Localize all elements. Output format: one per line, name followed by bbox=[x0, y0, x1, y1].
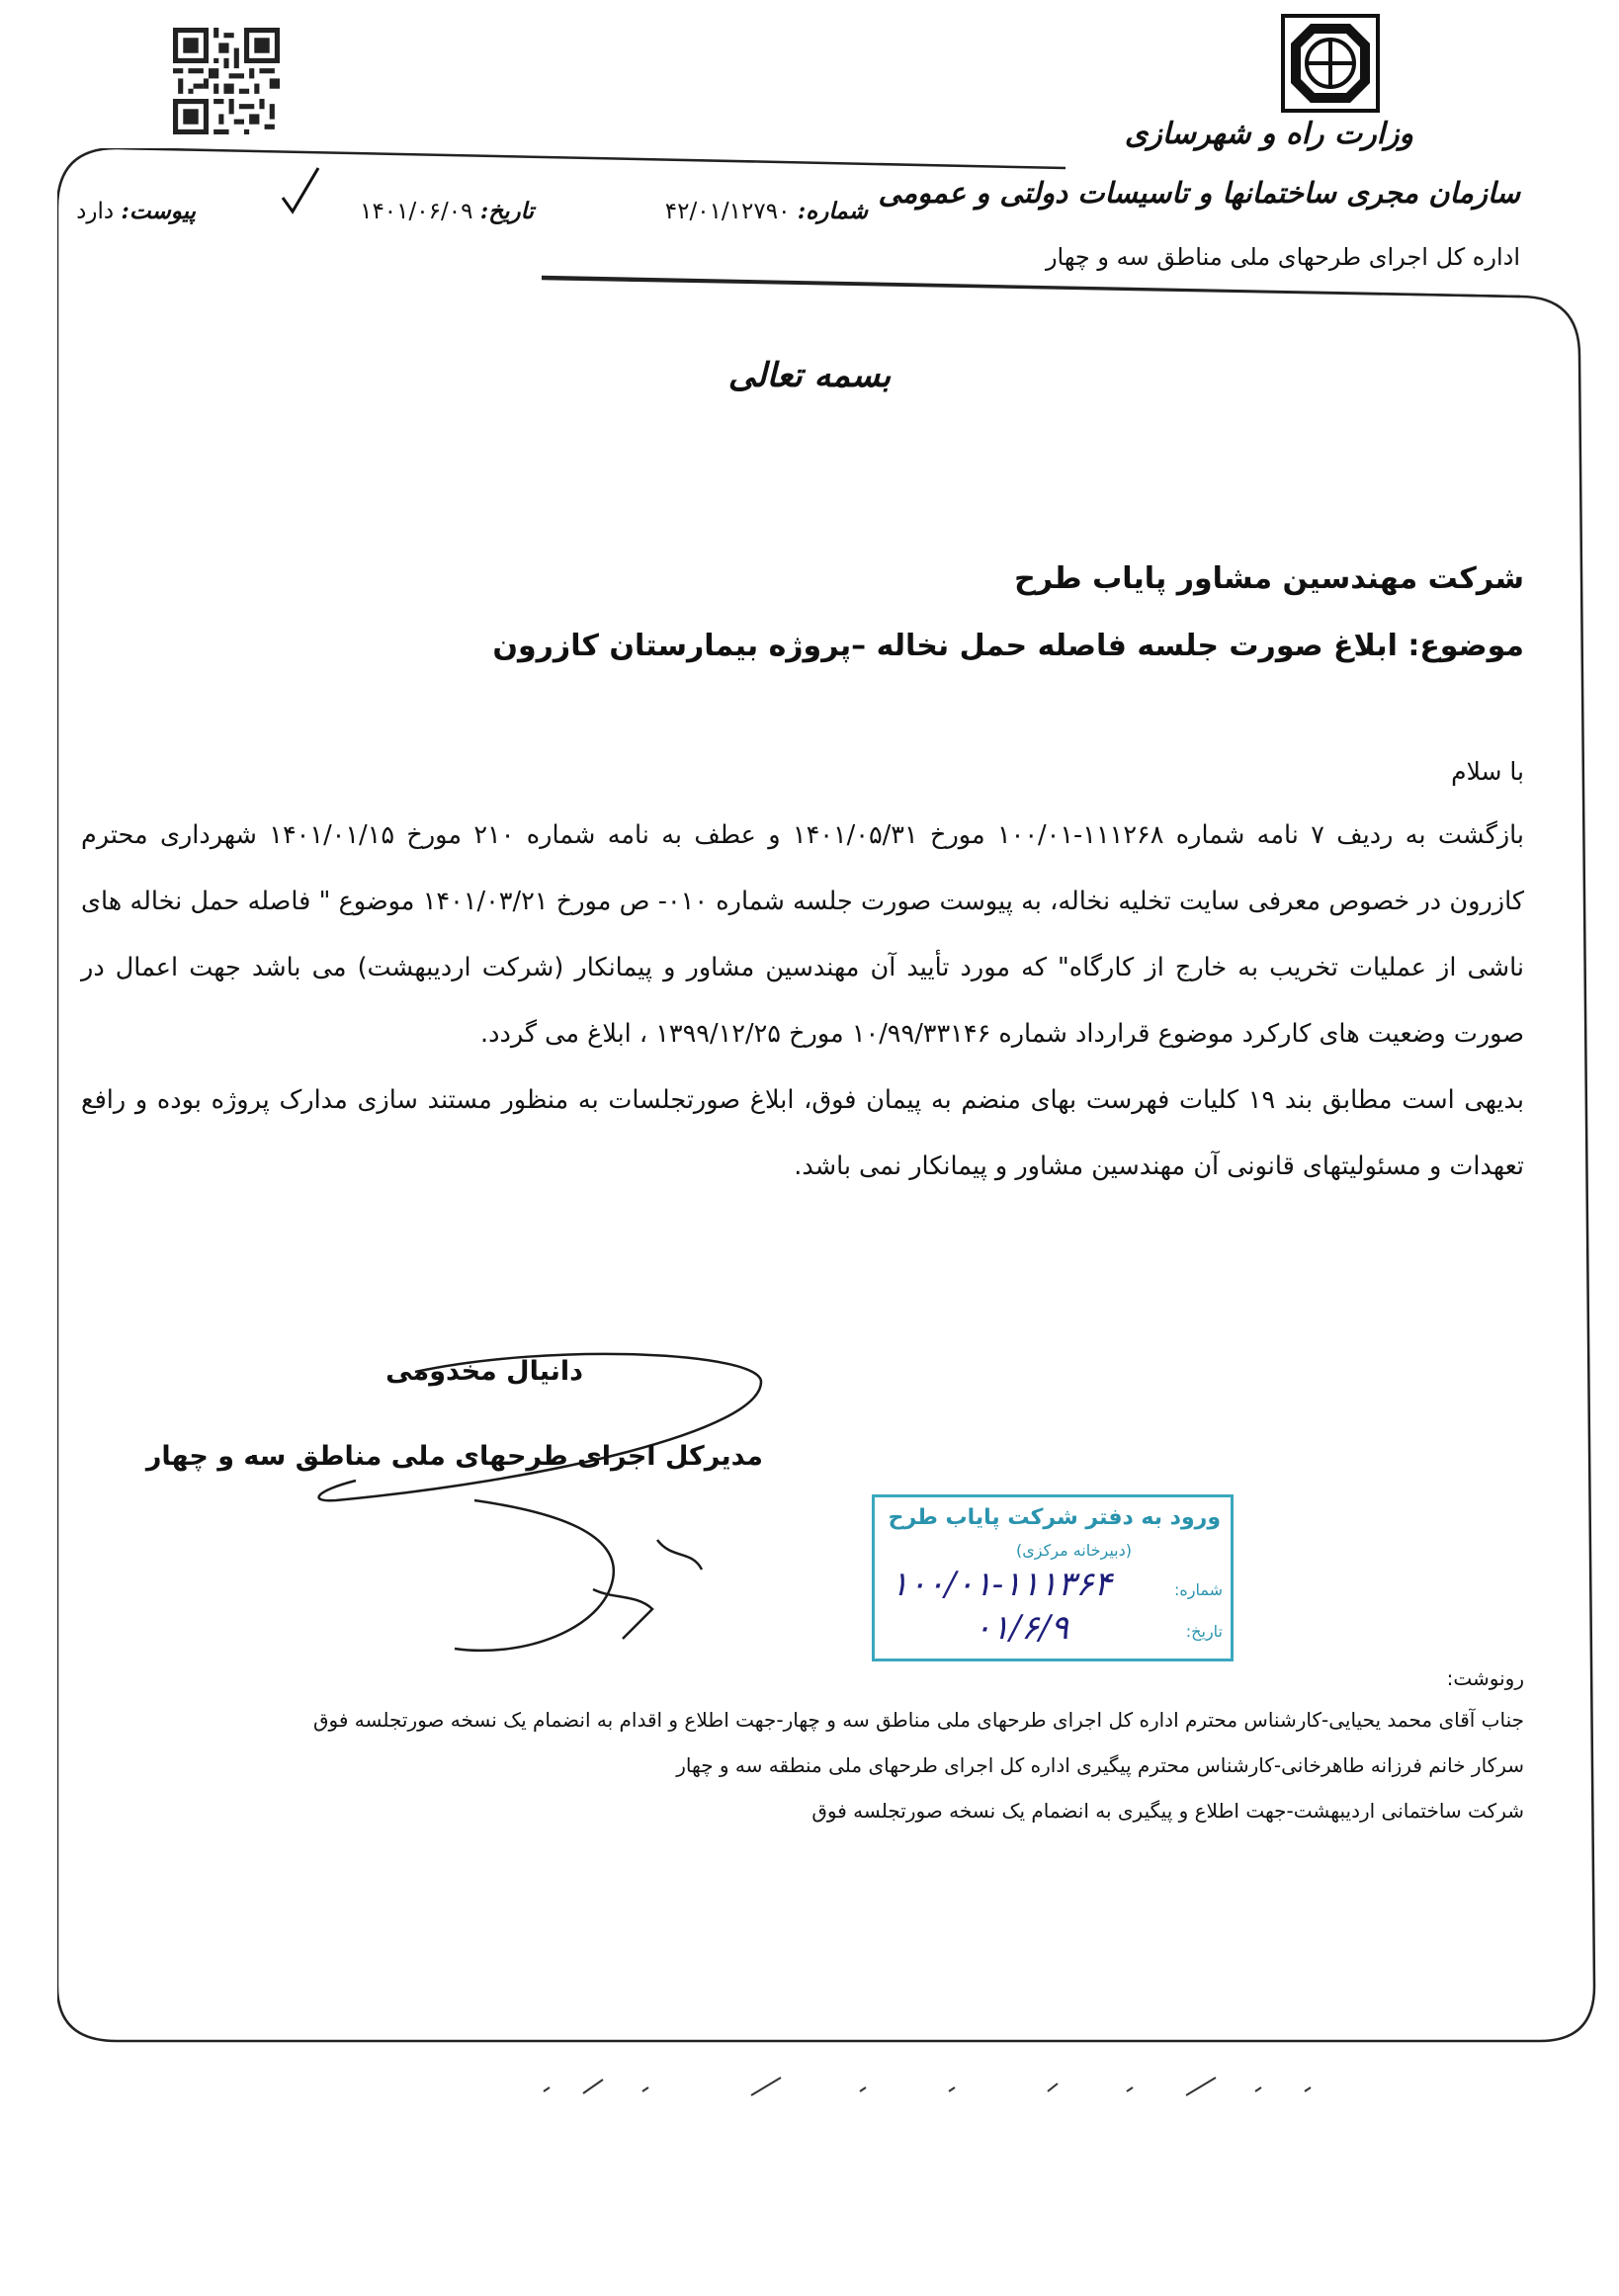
stamp-number-value: ۱۰۰/۰۱-۱۱۱۳۶۴ bbox=[891, 1565, 1112, 1604]
receipt-stamp bbox=[872, 1494, 1234, 1661]
checkmark-icon bbox=[281, 166, 320, 215]
letter-body bbox=[81, 803, 1524, 1200]
cc-line: شرکت ساختمانی اردیبهشت-جهت اطلاع و پیگیری به انضمام یک نسخه صورتجلسه فوق bbox=[811, 1799, 1524, 1823]
date-value: ۱۴۰۱/۰۶/۰۹ bbox=[360, 199, 473, 224]
handwritten-signature bbox=[297, 1342, 810, 1678]
attachment-value: دارد bbox=[76, 199, 115, 224]
number-value: ۴۲/۰۱/۱۲۷۹۰ bbox=[664, 199, 791, 224]
letter-attachment bbox=[76, 198, 196, 224]
letter-date bbox=[360, 198, 534, 224]
bismillah: بسمه تعالی bbox=[727, 356, 892, 395]
cc-line: سرکار خانم فرزانه طاهرخانی-کارشناس محترم پیگیری اداره کل اجرای طرحهای ملی منطقه سه و چهار bbox=[676, 1753, 1524, 1777]
letter-number bbox=[665, 198, 868, 224]
cc-line: جناب آقای محمد یحیایی-کارشناس محترم اداره کل اجرای طرحهای ملی مناطق سه و چهار-جهت اطلاع و اقدام به انضمام یک نسخه صورتجلسه فوق bbox=[313, 1708, 1524, 1732]
body-paragraph: بدیهی است مطابق بند ۱۹ کلیات فهرست بهای منضم به پیمان فوق، ابلاغ صورتجلسات به منظور مستند سازی مدارک پروژه بوده و رافع تعهدات و مسئولیتهای قانونی آن مهندسین مشاور و پیمانکار نمی باشد. bbox=[81, 1085, 1524, 1181]
ministry-logo-icon bbox=[1281, 14, 1380, 113]
stamp-date-value: ۰۱/۶/۹ bbox=[974, 1608, 1068, 1648]
signatory-name: دانیال مخدومی bbox=[385, 1356, 583, 1387]
greeting: با سلام bbox=[1451, 757, 1524, 786]
attachment-label: پیوست: bbox=[121, 198, 196, 224]
stamp-number-label: شماره: bbox=[1173, 1580, 1223, 1599]
body-paragraph: بازگشت به ردیف ۷ نامه شماره ۱۱۱۲۶۸-۱۰۰/۰۱ مورخ ۱۴۰۱/۰۵/۳۱ و عطف به نامه شماره ۲۱۰ مورخ ۱۴۰۱/۰۱/۱۵ شهرداری محترم کازرون در خصوص معرفی سایت تخلیه نخاله، به پیوست صورت جلسه شماره ۰۱۰- ص مورخ ۱۴۰۱/۰۳/۲۱ موضوع " فاصله حمل نخاله های ناشی از عملیات تخریب به خارج از کارگاه" که مورد تأیید آن مهندسین مشاور و پیمانکار (شرکت اردیبهشت) می باشد جهت اعمال در صورت وضعیت های کارکرد موضوع قرارداد شماره ۱۰/۹۹/۳۳۱۴۶ مورخ ۱۳۹۹/۱۲/۲۵ ، ابلاغ می گردد. bbox=[81, 820, 1525, 1049]
recipient: شرکت مهندسین مشاور پایاب طرح bbox=[1014, 561, 1524, 596]
stamp-title: ورود به دفتر شرکت پایاب طرح bbox=[888, 1505, 1221, 1530]
qr-code-icon bbox=[173, 28, 280, 134]
subject: موضوع: ابلاغ صورت جلسه فاصله حمل نخاله –پروژه بیمارستان کازرون bbox=[492, 629, 1524, 663]
ministry-name: وزارت راه و شهرسازی bbox=[1124, 117, 1413, 151]
signatory-title: مدیرکل اجرای طرحهای ملی مناطق سه و چهار bbox=[145, 1441, 763, 1472]
stamp-date-label: تاریخ: bbox=[1185, 1622, 1223, 1641]
date-label: تاریخ: bbox=[479, 198, 534, 224]
footer-marks bbox=[534, 2070, 1324, 2099]
department-name: اداره کل اجرای طرحهای ملی مناطق سه و چهار bbox=[1045, 243, 1520, 271]
stamp-subtitle: (دبیرخانه مرکزی) bbox=[1016, 1541, 1132, 1560]
number-label: شماره: bbox=[797, 198, 868, 224]
cc-title: رونوشت: bbox=[1446, 1666, 1524, 1690]
organization-name: سازمان مجری ساختمانها و تاسیسات دولتی و عمومی bbox=[878, 176, 1520, 210]
